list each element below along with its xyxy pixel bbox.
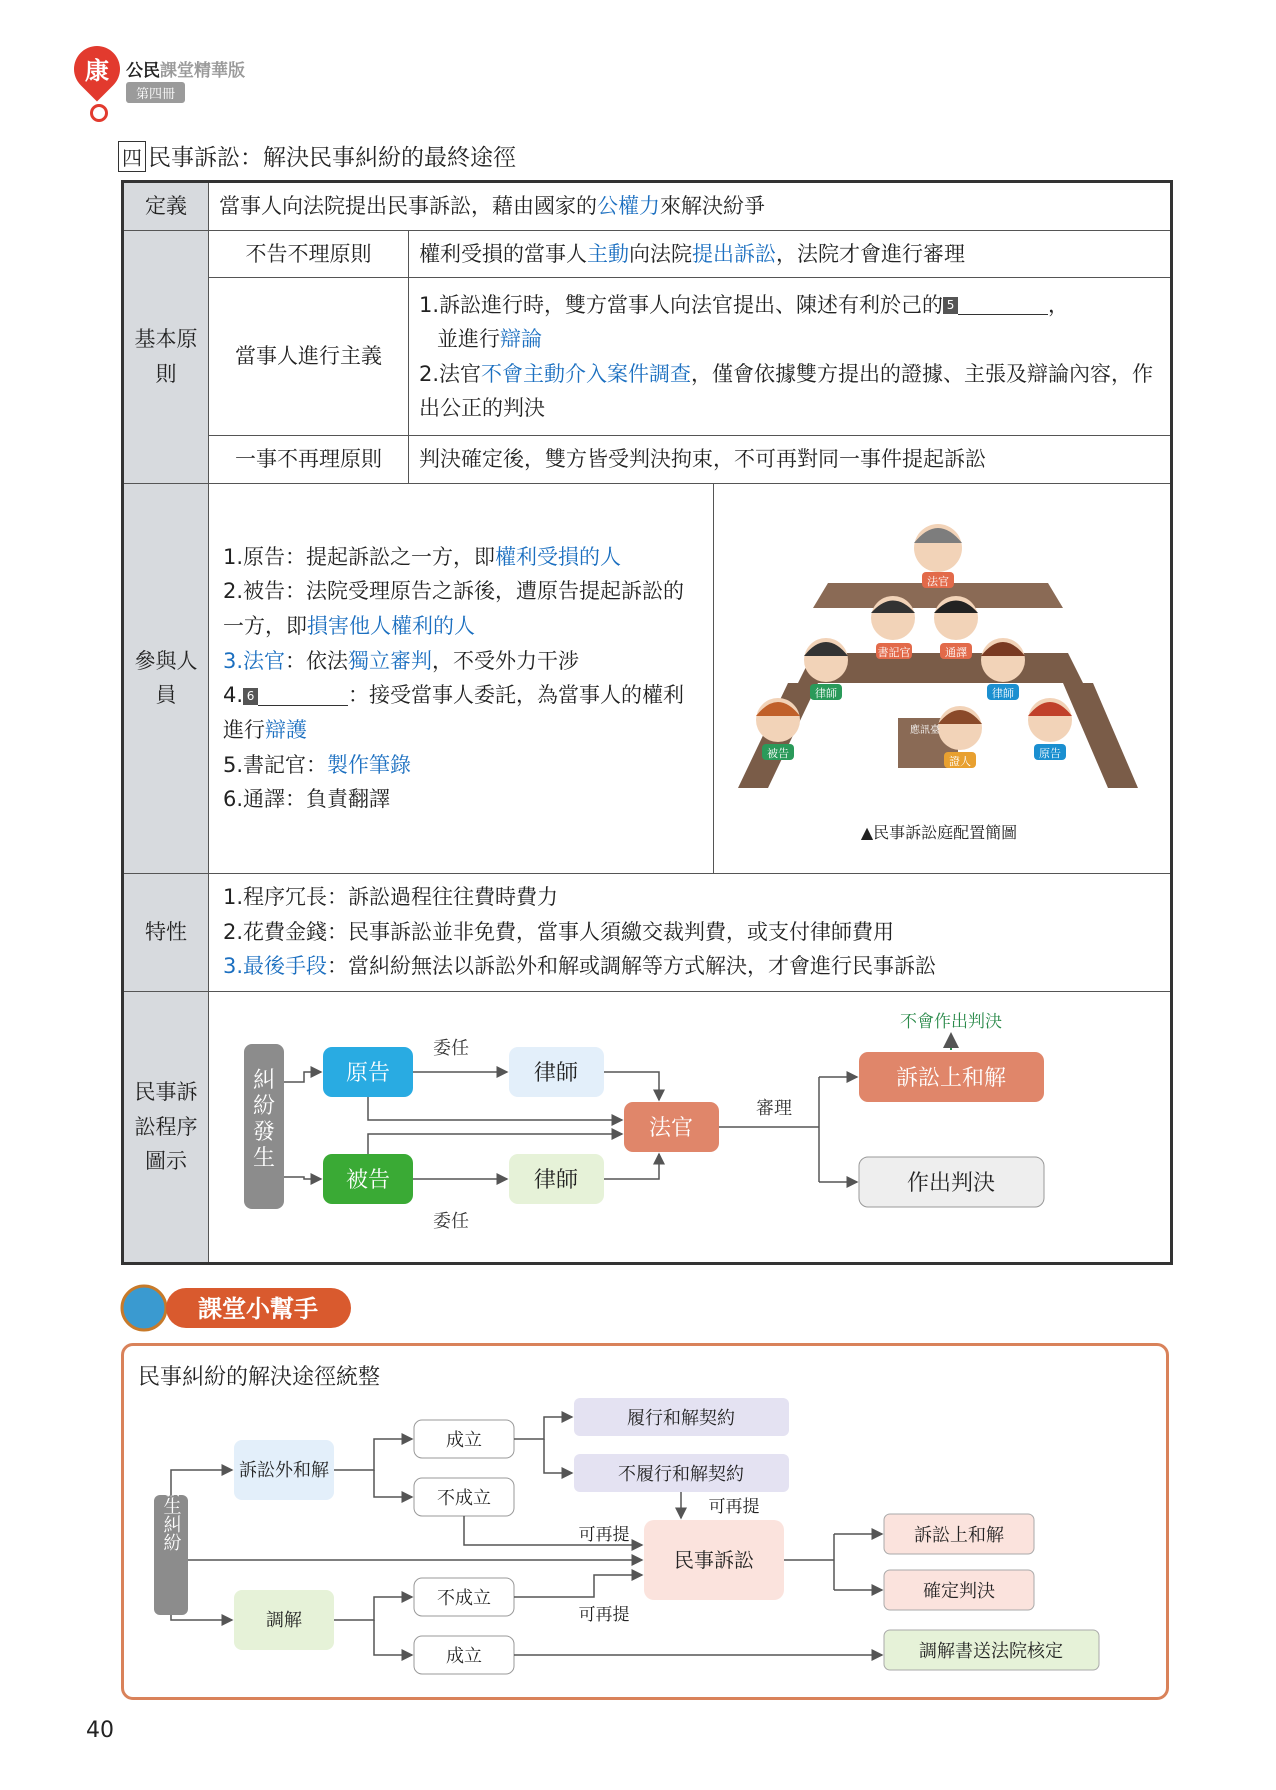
helper-badge <box>118 1280 358 1340</box>
participants-label: 參與人員 <box>123 483 209 873</box>
basic-label-text: 基本原則 <box>134 327 198 386</box>
entrust-top-text: 委任 <box>433 1037 469 1059</box>
pa3-pre: ：依法 <box>285 648 349 673</box>
logo-dot-icon <box>90 104 108 122</box>
p1-mid: 向法院 <box>629 241 692 266</box>
p2-line2 <box>419 357 1160 426</box>
participant-6 <box>223 782 703 817</box>
section-number: 四 <box>118 141 146 172</box>
lawyer-bottom-text: 律師 <box>533 1167 579 1193</box>
participant-3 <box>223 644 703 679</box>
courtroom-figure <box>718 488 1160 858</box>
principle-name-3: 一事不再理原則 <box>209 436 409 484</box>
not-perform-text: 不履行和解契約 <box>618 1464 744 1485</box>
helper-title: 民事糾紛的解決途徑統整 <box>138 1365 381 1390</box>
success-text-2: 成立 <box>446 1646 482 1667</box>
section-title-text: 民事訴訟：解決民事糾紛的最終途徑 <box>148 145 516 171</box>
participant-2 <box>223 574 703 643</box>
def-pre: 當事人向法院提出民事訴訟，藉由國家的 <box>219 194 597 218</box>
pa3-k0: 3.法官 <box>223 648 286 673</box>
fill-blank <box>958 296 1048 315</box>
refile-text-2: 可再提 <box>708 1497 760 1517</box>
tag-stand: 應訊臺 <box>910 724 940 736</box>
blank-number: 6 <box>243 688 258 705</box>
volume-badge: 第四冊 <box>126 82 185 103</box>
section-title <box>118 139 516 172</box>
book-title <box>126 56 245 81</box>
principle-text-3: 判決確定後，雙方皆受判決拘束，不可再對同一事件提起訴訟 <box>409 436 1172 484</box>
start-char: 發 <box>252 1119 276 1145</box>
def-post: 來解決紛爭 <box>660 194 765 218</box>
start-char: 糾 <box>252 1067 276 1093</box>
p2-l2-pre: 2.法官 <box>419 361 482 386</box>
p2-l1-pre: 1.訴訟進行時，雙方當事人向法官提出、陳述有利於己的 <box>419 292 944 317</box>
clerk-avatar <box>871 596 915 659</box>
refile-text-1: 可再提 <box>578 1525 630 1545</box>
procedure-flow-cell <box>209 991 1172 1264</box>
blank-number: 5 <box>943 297 958 314</box>
interpreter-avatar <box>934 596 978 659</box>
defendant-text: 被告 <box>345 1167 391 1193</box>
tag-clerk: 書記官 <box>877 645 911 659</box>
p1-k1: 主動 <box>587 241 629 266</box>
pa1-pre: 1.原告：提起訴訟之一方，即 <box>223 544 496 569</box>
pa4-post: ：接受當事人委託，為當事人的權利進行 <box>223 683 685 742</box>
mediation-text: 調解 <box>266 1610 302 1631</box>
p2-l1-post: ， <box>1048 292 1070 317</box>
participant-4 <box>223 678 703 747</box>
badge-text: 課堂小幫手 <box>198 1295 318 1323</box>
witness-avatar <box>938 706 982 768</box>
resolution-flow <box>124 1390 1164 1690</box>
pa5-pre: 5.書記官： <box>223 752 328 777</box>
pa2-pre: 2.被告：法院受理原告之訴後，遭原告提起訴訟的一方，即 <box>223 579 685 638</box>
plaintiff-text: 原告 <box>345 1060 391 1086</box>
procedure-label: 民事訴訟程序圖示 <box>123 991 209 1264</box>
p1-pre: 權利受損的當事人 <box>419 241 587 266</box>
lawyer-top-text: 律師 <box>533 1060 579 1086</box>
tag-lawyer-right: 律師 <box>992 686 1014 700</box>
plaintiff-avatar <box>1028 698 1072 760</box>
participant-1 <box>223 540 703 575</box>
procedure-flow <box>209 992 1169 1252</box>
mediation-doc-text: 調解書送法院核定 <box>919 1641 1063 1662</box>
p2-l1b-key: 辯論 <box>500 327 542 352</box>
participants-list <box>209 483 714 873</box>
f3-pre: ：當糾紛無法以訴訟外和解或調解等方式解決，才會進行民事訴訟 <box>327 954 937 979</box>
fill-blank <box>258 687 348 706</box>
p2-l2-key: 不會主動介入案件調查 <box>481 361 692 386</box>
tag-judge: 法官 <box>927 574 949 588</box>
definition-label: 定義 <box>123 182 209 231</box>
pa3-key: 獨立審判 <box>348 648 433 673</box>
tag-witness: 證人 <box>949 754 971 768</box>
features-list <box>209 873 1172 991</box>
f3-k0: 3.最後手段 <box>223 954 328 979</box>
entrust-bottom-text: 委任 <box>433 1210 469 1232</box>
globe-badge-icon <box>118 1280 358 1336</box>
tag-interpreter: 通譯 <box>945 645 967 659</box>
principle-name-1: 不告不理原則 <box>209 230 409 278</box>
p1-k2: 提出訴訟 <box>692 241 776 266</box>
feature-3 <box>223 949 1160 984</box>
lawyer-left-avatar <box>804 638 848 700</box>
principle-text-1 <box>409 230 1172 278</box>
feature-1: 1.程序冗長：訴訟過程往往費時費力 <box>223 885 559 910</box>
out-court-text: 訴訟外和解 <box>239 1460 329 1481</box>
judge-text: 法官 <box>648 1115 694 1141</box>
book-sub: 課堂精華版 <box>160 61 245 81</box>
lawyer-right-avatar <box>981 638 1025 700</box>
judgment-text: 作出判決 <box>906 1170 996 1196</box>
participant-5 <box>223 748 703 783</box>
p2-line1 <box>419 288 1160 323</box>
features-label: 特性 <box>123 873 209 991</box>
pa6-pre: 6.通譯：負責翻譯 <box>223 787 391 812</box>
figure-caption: ▲民事訴訟庭配置簡圖 <box>860 822 1018 842</box>
no-judgment-text: 不會作出判決 <box>900 1011 1002 1032</box>
right-desk <box>1063 683 1138 788</box>
tag-plaintiff: 原告 <box>1039 746 1061 760</box>
p2-l1b-pre: 並進行 <box>437 327 500 352</box>
page-number: 40 <box>86 1718 114 1743</box>
p2-l2-post: ，僅會依據雙方提出的證據、主張及辯論內容，作出公正的判決 <box>419 361 1154 421</box>
tag-defendant: 被告 <box>767 746 789 760</box>
final-text: 確定判決 <box>923 1581 995 1602</box>
settle-text-2: 訴訟上和解 <box>914 1525 1004 1546</box>
fail-text-1: 不成立 <box>437 1488 491 1509</box>
p1-post: ，法院才會進行審理 <box>776 241 965 266</box>
pa4-pre: 4. <box>223 683 244 708</box>
lawsuit-text: 民事訴訟 <box>674 1548 754 1572</box>
def-key: 公權力 <box>597 194 660 218</box>
definition-text <box>209 182 1172 231</box>
p2-line1b <box>419 322 1160 357</box>
refile-text-3: 可再提 <box>578 1605 630 1625</box>
courtroom-figure-cell <box>714 483 1172 873</box>
basic-label <box>123 230 209 483</box>
settle-text: 訴訟上和解 <box>895 1065 1007 1091</box>
pa5-key: 製作筆錄 <box>327 752 412 777</box>
success-text-1: 成立 <box>446 1430 482 1451</box>
fail-text-2: 不成立 <box>437 1588 491 1609</box>
start-char: 生 <box>252 1145 276 1171</box>
feature-2: 2.花費金錢：民事訴訟並非免費，當事人須繳交裁判費，或支付律師費用 <box>223 919 895 944</box>
book-main: 公民 <box>126 61 160 81</box>
pa1-key: 權利受損的人 <box>495 544 622 569</box>
defendant-avatar <box>756 698 800 760</box>
pa4-key: 辯護 <box>265 717 307 742</box>
tag-lawyer-left: 律師 <box>815 686 837 700</box>
judge-avatar <box>914 524 962 588</box>
logo-char: 康 <box>85 57 109 85</box>
dispute-start-text <box>253 1068 275 1171</box>
hear-text: 審理 <box>756 1097 792 1119</box>
perform-text: 履行和解契約 <box>627 1408 735 1429</box>
start-node-text: 發生糾紛 <box>160 1479 182 1551</box>
principle-text-2 <box>409 278 1172 436</box>
pa2-key: 損害他人權利的人 <box>307 613 475 638</box>
start-char: 紛 <box>252 1093 276 1119</box>
summary-table <box>121 180 1173 1265</box>
principle-name-2: 當事人進行主義 <box>209 278 409 436</box>
pa3-post: ，不受外力干涉 <box>432 648 580 673</box>
